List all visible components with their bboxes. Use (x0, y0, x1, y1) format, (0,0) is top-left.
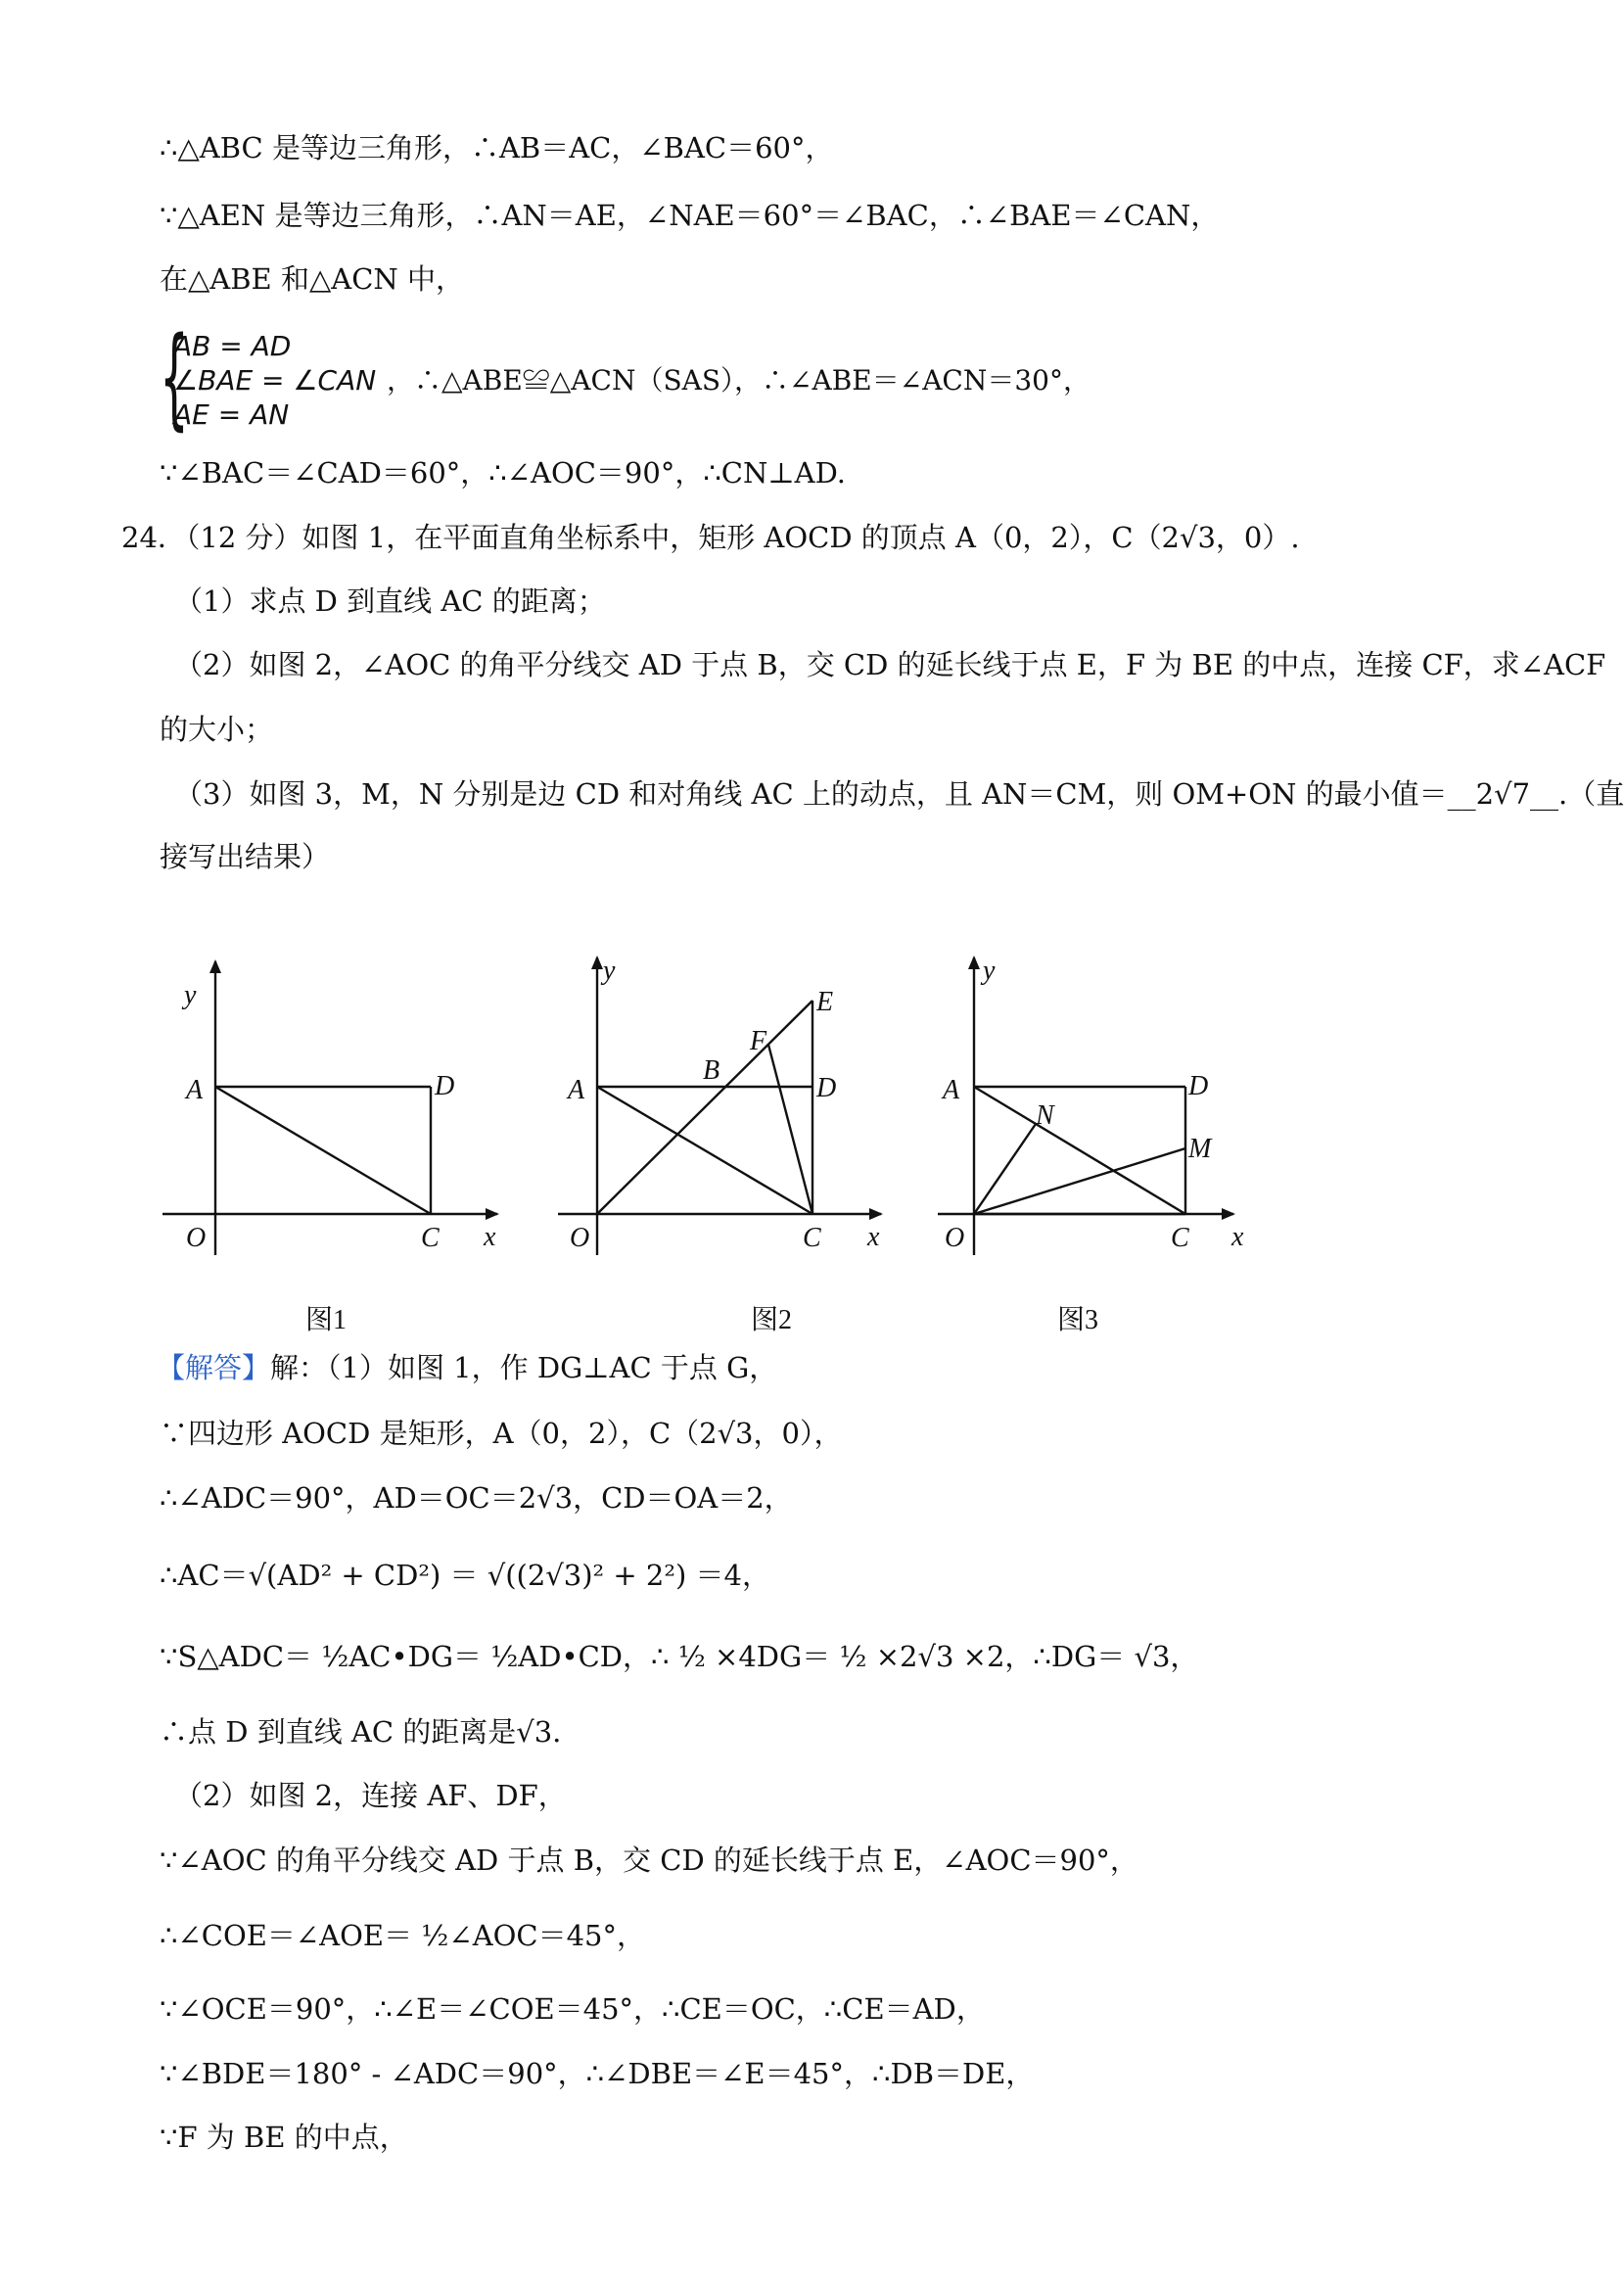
fig3-label-y: y (983, 956, 996, 986)
solution-line-5: ∵S△ADC＝ ½AC•DG＝ ½AD•CD，∴ ½ ×4DG＝ ½ ×2√3 ×2，∴DG＝ √3， (160, 1640, 1199, 1673)
solution-line-4: ∴AC＝√(AD² + CD²) ＝ √((2√3)² + 2²) ＝4， (160, 1559, 770, 1592)
fig3-diagonal-AC (974, 1087, 1185, 1214)
fig2-label-O: O (570, 1223, 590, 1253)
fig3-label-C: C (1171, 1223, 1189, 1253)
question-24-part-2b: 的大小； (160, 713, 274, 746)
fig1-label-C: C (421, 1223, 440, 1253)
fig3-label-D: D (1188, 1071, 1209, 1101)
question-24-part-1: （1）求点 D 到直线 AC 的距离； (174, 584, 606, 618)
answer-blank: __2√7__ (1447, 777, 1559, 811)
figure-1-caption: 图1 (305, 1305, 348, 1335)
text-line-1: ∴△ABC 是等边三角形，∴AB＝AC，∠BAC＝60°， (160, 131, 834, 164)
brace-rows (173, 329, 376, 432)
question-24-part-3-text: （3）如图 3，M，N 分别是边 CD 和对角线 AC 上的动点，且 AN＝CM，则 OM+ON 的最小值＝ (174, 777, 1448, 811)
solution-line-7: （2）如图 2，连接 AF、DF， (174, 1779, 567, 1812)
question-24-part-2a: （2）如图 2，∠AOC 的角平分线交 AD 于点 B，交 CD 的延长线于点 E，F 为 BE 的中点，连接 CF，求∠ACF (174, 648, 1606, 681)
solution-line-9: ∴∠COE＝∠AOE＝ ½∠AOC＝45°， (160, 1919, 646, 1952)
fig1-label-D: D (435, 1071, 455, 1101)
brace-row-1: AB = AD (173, 330, 292, 362)
solution-text-1: 解：（1）如图 1，作 DG⊥AC 于点 G， (270, 1351, 778, 1384)
fig1-label-y: y (184, 980, 197, 1010)
solution-line-8: ∵∠AOC 的角平分线交 AD 于点 B，交 CD 的延长线于点 E，∠AOC＝90°， (160, 1844, 1138, 1877)
left-brace-icon: { (160, 314, 189, 442)
fig2-bisector-OE (597, 1001, 812, 1214)
fig2-label-A: A (568, 1075, 585, 1105)
fig3-segment-OM (974, 1148, 1185, 1214)
figure-2-caption: 图2 (751, 1305, 793, 1335)
solution-line-10: ∵∠OCE＝90°，∴∠E＝∠COE＝45°，∴CE＝OC，∴CE＝AD， (160, 1992, 985, 2026)
solution-line-6: ∴点 D 到直线 AC 的距离是√3. (160, 1715, 562, 1749)
fig1-label-A: A (186, 1075, 204, 1105)
question-24-part-3b: 接写出结果） (160, 840, 331, 873)
fig2-label-D: D (816, 1073, 837, 1103)
fig2-label-E: E (816, 987, 834, 1017)
fig1-label-O: O (186, 1223, 207, 1253)
fig1-diagonal-AC (215, 1087, 431, 1214)
solution-line-1 (157, 1351, 777, 1385)
figure-3-caption: 图3 (1057, 1305, 1099, 1335)
fig3-label-O: O (945, 1223, 965, 1253)
fig1-label-x: x (484, 1222, 496, 1252)
text-line-3: 在△ABE 和△ACN 中， (160, 262, 464, 296)
fig3-segment-ON (974, 1124, 1036, 1214)
brace-row-3: AE = AN (173, 398, 290, 431)
text-line-2: ∵△AEN 是等边三角形，∴AN＝AE，∠NAE＝60°＝∠BAC，∴∠BAE＝∠CAN， (160, 199, 1220, 232)
solution-line-3: ∴∠ADC＝90°，AD＝OC＝2√3，CD＝OA＝2， (160, 1481, 793, 1515)
fig2-label-B: B (703, 1055, 720, 1086)
solution-line-12: ∵F 为 BE 的中点， (160, 2121, 408, 2154)
figure-3 (938, 957, 1233, 1255)
solution-line-2: ∵四边形 AOCD 是矩形，A（0，2），C（2√3，0）， (160, 1417, 843, 1450)
fig2-label-x: x (867, 1222, 880, 1252)
fig2-label-F: F (750, 1026, 767, 1056)
brace-conclusion: ，∴△ABE≌△ACN（SAS），∴∠ABE＝∠ACN＝30°， (387, 364, 1090, 397)
fig3-label-A: A (943, 1075, 960, 1105)
text-line-5: ∵∠BAC＝∠CAD＝60°，∴∠AOC＝90°，∴CN⊥AD. (160, 456, 846, 490)
fig2-label-y: y (603, 956, 616, 986)
question-24-part-3-tail: .（直 (1558, 777, 1624, 811)
fig3-label-N: N (1036, 1100, 1054, 1131)
brace-row-2: ∠BAE = ∠CAN (173, 364, 377, 397)
figure-1 (162, 961, 497, 1255)
fig3-label-M: M (1188, 1134, 1212, 1164)
question-24-part-3a (174, 777, 1624, 812)
solution-tag: 【解答】 (157, 1351, 271, 1384)
fig3-label-x: x (1231, 1222, 1244, 1252)
solution-line-11: ∵∠BDE＝180° - ∠ADC＝90°，∴∠DBE＝∠E＝45°，∴DB＝DE， (160, 2057, 1035, 2090)
question-24: 24．（12 分）如图 1，在平面直角坐标系中，矩形 AOCD 的顶点 A（0，2），C（2√3，0）. (121, 521, 1300, 554)
fig2-line-FC (768, 1045, 812, 1214)
figures-area (0, 940, 1617, 1351)
fig2-label-C: C (803, 1223, 821, 1253)
